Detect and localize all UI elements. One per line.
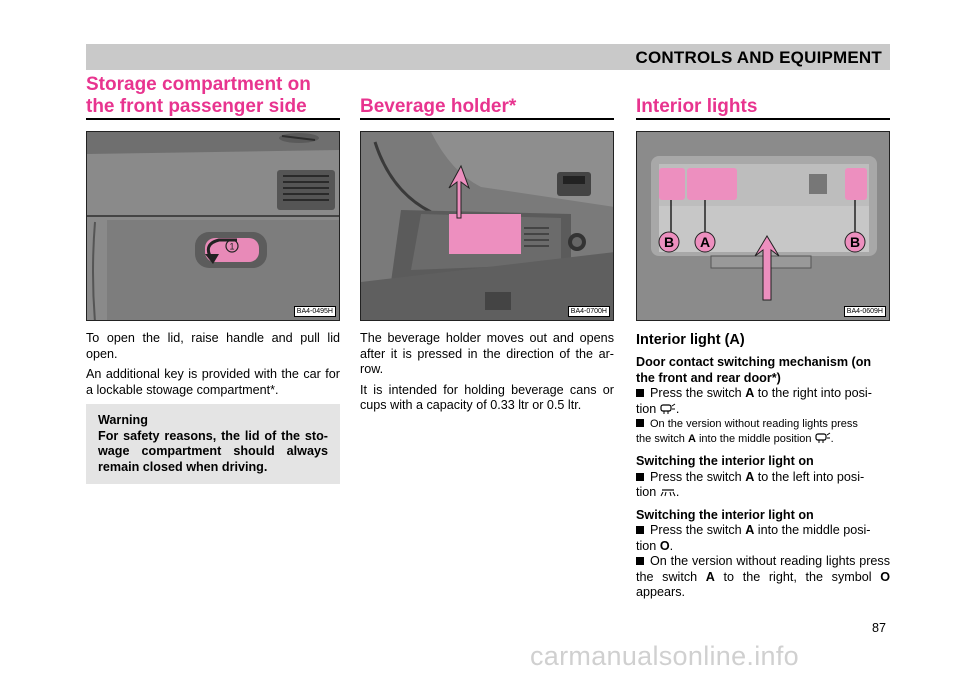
paragraph: The beverage holder moves out and opens after it is pressed in the direction of the ar-row.	[360, 331, 614, 376]
paragraph: It is intended for holding beverage cans or cups with a capacity of 0.33 ltr or 0.5 ltr.	[360, 382, 614, 412]
label-a: A	[699, 234, 711, 250]
instruction-line: Press the switch A into the middle posi- tion O.	[636, 523, 871, 553]
instruction-line: On the version without reading lights press the switch A into the middle position .	[636, 418, 858, 445]
light-off-heading: Switching the interior light on	[636, 507, 814, 522]
door-contact-icon	[815, 432, 831, 444]
paragraph: An additional key is provided with the car for a lockable stowage compartment*.	[86, 367, 340, 397]
warning-text: For safety reasons, the lid of the sto-wage compartment should always remain closed when driving.	[98, 428, 328, 474]
label-b-right: B	[849, 234, 861, 250]
column-interior-lights	[636, 74, 890, 601]
section-title-interior-lights: Interior lights	[636, 96, 758, 117]
bullet-icon	[636, 526, 644, 534]
subsection-title: Interior light (A)	[636, 332, 745, 348]
door-contact-icon	[660, 403, 676, 415]
bullet-icon	[636, 473, 644, 481]
section-rule	[86, 118, 340, 120]
paragraph: To open the lid, raise handle and pull lid open.	[86, 331, 340, 361]
figure-marker-text: 1	[229, 241, 235, 252]
section-title-storage: Storage compartment on the front passenger side	[86, 74, 311, 117]
warning-label: Warning	[98, 413, 148, 427]
column-storage	[86, 74, 340, 484]
glovebox-illustration	[87, 132, 340, 321]
warning-box	[86, 404, 340, 484]
figure-code: BA4-0609H	[844, 306, 886, 317]
section-rule	[360, 118, 614, 120]
bullet-icon	[636, 389, 644, 397]
page-number: 87	[871, 621, 886, 635]
figure-code: BA4-0700H	[568, 306, 610, 317]
light-on-icon	[660, 486, 676, 498]
bullet-icon	[636, 557, 644, 565]
watermark: carmanualsonline.info	[530, 641, 799, 671]
beverage-holder-illustration	[361, 132, 614, 321]
figure-beverage-holder	[360, 131, 614, 321]
instruction-line: Press the switch A to the right into posi- tion .	[636, 386, 872, 416]
header-bar	[86, 44, 890, 70]
chapter-title: CONTROLS AND EQUIPMENT	[635, 48, 882, 67]
instruction-line: Press the switch A to the left into posi- tion .	[636, 469, 865, 499]
instruction-line: On the version without reading lights press the switch A to the right, the symbol O appears.	[636, 554, 890, 599]
beverage-body	[360, 331, 614, 414]
light-on-heading: Switching the interior light on	[636, 454, 814, 468]
door-contact-heading: Door contact switching mechanism (on the front and rear door*)	[636, 355, 872, 385]
column-beverage	[360, 74, 614, 419]
storage-body	[86, 331, 340, 398]
bullet-icon	[636, 419, 644, 427]
label-b-left: B	[663, 234, 675, 250]
figure-code: BA4-0495H	[294, 306, 336, 317]
section-title-beverage: Beverage holder*	[360, 96, 517, 117]
figure-glovebox	[86, 131, 340, 321]
section-rule	[636, 118, 890, 120]
interior-lights-illustration	[637, 132, 890, 321]
figure-interior-lights	[636, 131, 890, 321]
